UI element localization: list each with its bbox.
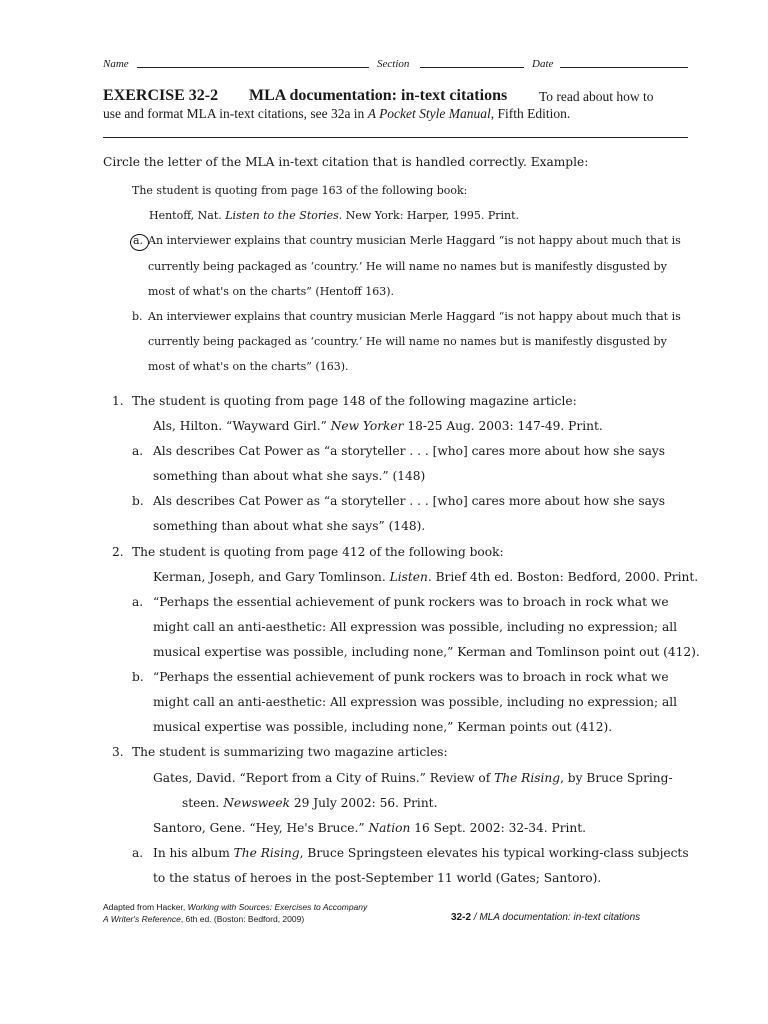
q3-source-2: Santoro, Gene. “Hey, He's Bruce.” Nation 16 Sept. 2002: 32-34. Print. bbox=[153, 821, 587, 835]
divider bbox=[103, 137, 688, 138]
example-context: The student is quoting from page 163 of the following book: bbox=[132, 184, 468, 197]
q1-a-line: something than about what she says.” (148) bbox=[153, 469, 426, 483]
q2-a-line: musical expertise was possible, including none,” Kerman and Tomlinson point out (412). bbox=[153, 645, 700, 659]
q1-option-a[interactable]: a. bbox=[132, 444, 144, 458]
q2-number: 2. bbox=[112, 545, 124, 559]
q2-b-line: might call an anti-aesthetic: All expression was possible, including no expression; all bbox=[153, 695, 678, 709]
q3-a-line: to the status of heroes in the post-September 11 world (Gates; Santoro). bbox=[153, 871, 602, 885]
date-label: Date bbox=[532, 58, 554, 70]
q3-number: 3. bbox=[112, 745, 124, 759]
q3-source-1: Gates, David. “Report from a City of Ruins.” Review of The Rising, by Bruce Spring- bbox=[153, 771, 673, 785]
example-source: Hentoff, Nat. Listen to the Stories. New York: Harper, 1995. Print. bbox=[149, 209, 520, 222]
q2-b-line: “Perhaps the essential achievement of punk rockers was to broach in rock what we bbox=[153, 670, 669, 684]
q2-b-line: musical expertise was possible, including none,” Kerman points out (412). bbox=[153, 720, 613, 734]
q1-context: The student is quoting from page 148 of the following magazine article: bbox=[132, 394, 577, 408]
example-a-line: An interviewer explains that country musician Merle Haggard “is not happy about much that is bbox=[148, 234, 681, 247]
q1-a-line: Als describes Cat Power as “a storyteller . . . [who] cares more about how she says bbox=[153, 444, 666, 458]
q1-b-line: Als describes Cat Power as “a storyteller . . . [who] cares more about how she says bbox=[153, 494, 666, 508]
example-b-line: currently being packaged as ‘country.’ He will name no names but is manifestly disgusted by bbox=[148, 335, 667, 348]
name-field[interactable] bbox=[137, 67, 369, 68]
name-label: Name bbox=[103, 58, 129, 70]
example-b-line: most of what's on the charts” (163). bbox=[148, 360, 349, 373]
example-b-line: An interviewer explains that country musician Merle Haggard “is not happy about much that is bbox=[148, 310, 681, 323]
q2-a-line: “Perhaps the essential achievement of punk rockers was to broach in rock what we bbox=[153, 595, 669, 609]
section-label: Section bbox=[377, 58, 410, 70]
q1-b-line: something than about what she says” (148). bbox=[153, 519, 426, 533]
footer-page-label: 32-2 / MLA documentation: in-text citations bbox=[451, 912, 641, 923]
date-field[interactable] bbox=[560, 67, 688, 68]
exercise-title: MLA documentation: in-text citations bbox=[249, 87, 508, 104]
q2-option-b[interactable]: b. bbox=[132, 670, 144, 684]
q3-a-line: In his album The Rising, Bruce Springsteen elevates his typical working-class subjects bbox=[153, 846, 689, 860]
book-title: A Pocket Style Manual bbox=[367, 106, 491, 121]
footer-credit-line1: Adapted from Hacker, Working with Sources: Exercises to Accompany bbox=[103, 902, 368, 912]
footer-credit-line2: A Writer's Reference, 6th ed. (Boston: Bedford, 2009) bbox=[103, 914, 305, 924]
intro-text-line2: use and format MLA in-text citations, see 32a in A Pocket Style Manual, Fifth Edition. bbox=[103, 106, 571, 121]
q1-option-b[interactable]: b. bbox=[132, 494, 144, 508]
instructions: Circle the letter of the MLA in-text citation that is handled correctly. Example: bbox=[103, 155, 589, 169]
q3-context: The student is summarizing two magazine articles: bbox=[132, 745, 448, 759]
q3-source-1-cont: steen. Newsweek 29 July 2002: 56. Print. bbox=[182, 796, 438, 810]
q2-option-a[interactable]: a. bbox=[132, 595, 144, 609]
example-a-line: most of what's on the charts” (Hentoff 163). bbox=[148, 285, 395, 298]
exercise-number: EXERCISE 32-2 bbox=[103, 87, 219, 104]
example-a-letter: a. bbox=[133, 234, 144, 247]
intro-text-line1: To read about how to bbox=[539, 89, 654, 104]
q1-source: Als, Hilton. “Wayward Girl.” New Yorker 18-25 Aug. 2003: 147-49. Print. bbox=[153, 419, 603, 433]
q3-option-a[interactable]: a. bbox=[132, 846, 144, 860]
q2-context: The student is quoting from page 412 of the following book: bbox=[132, 545, 504, 559]
section-field[interactable] bbox=[420, 67, 524, 68]
example-a-line: currently being packaged as ‘country.’ He will name no names but is manifestly disgusted by bbox=[148, 260, 667, 273]
q1-number: 1. bbox=[112, 394, 124, 408]
q2-a-line: might call an anti-aesthetic: All expression was possible, including no expression; all bbox=[153, 620, 678, 634]
q2-source: Kerman, Joseph, and Gary Tomlinson. Listen. Brief 4th ed. Boston: Bedford, 2000. Print. bbox=[153, 570, 699, 584]
example-b-letter: b. bbox=[132, 310, 143, 323]
